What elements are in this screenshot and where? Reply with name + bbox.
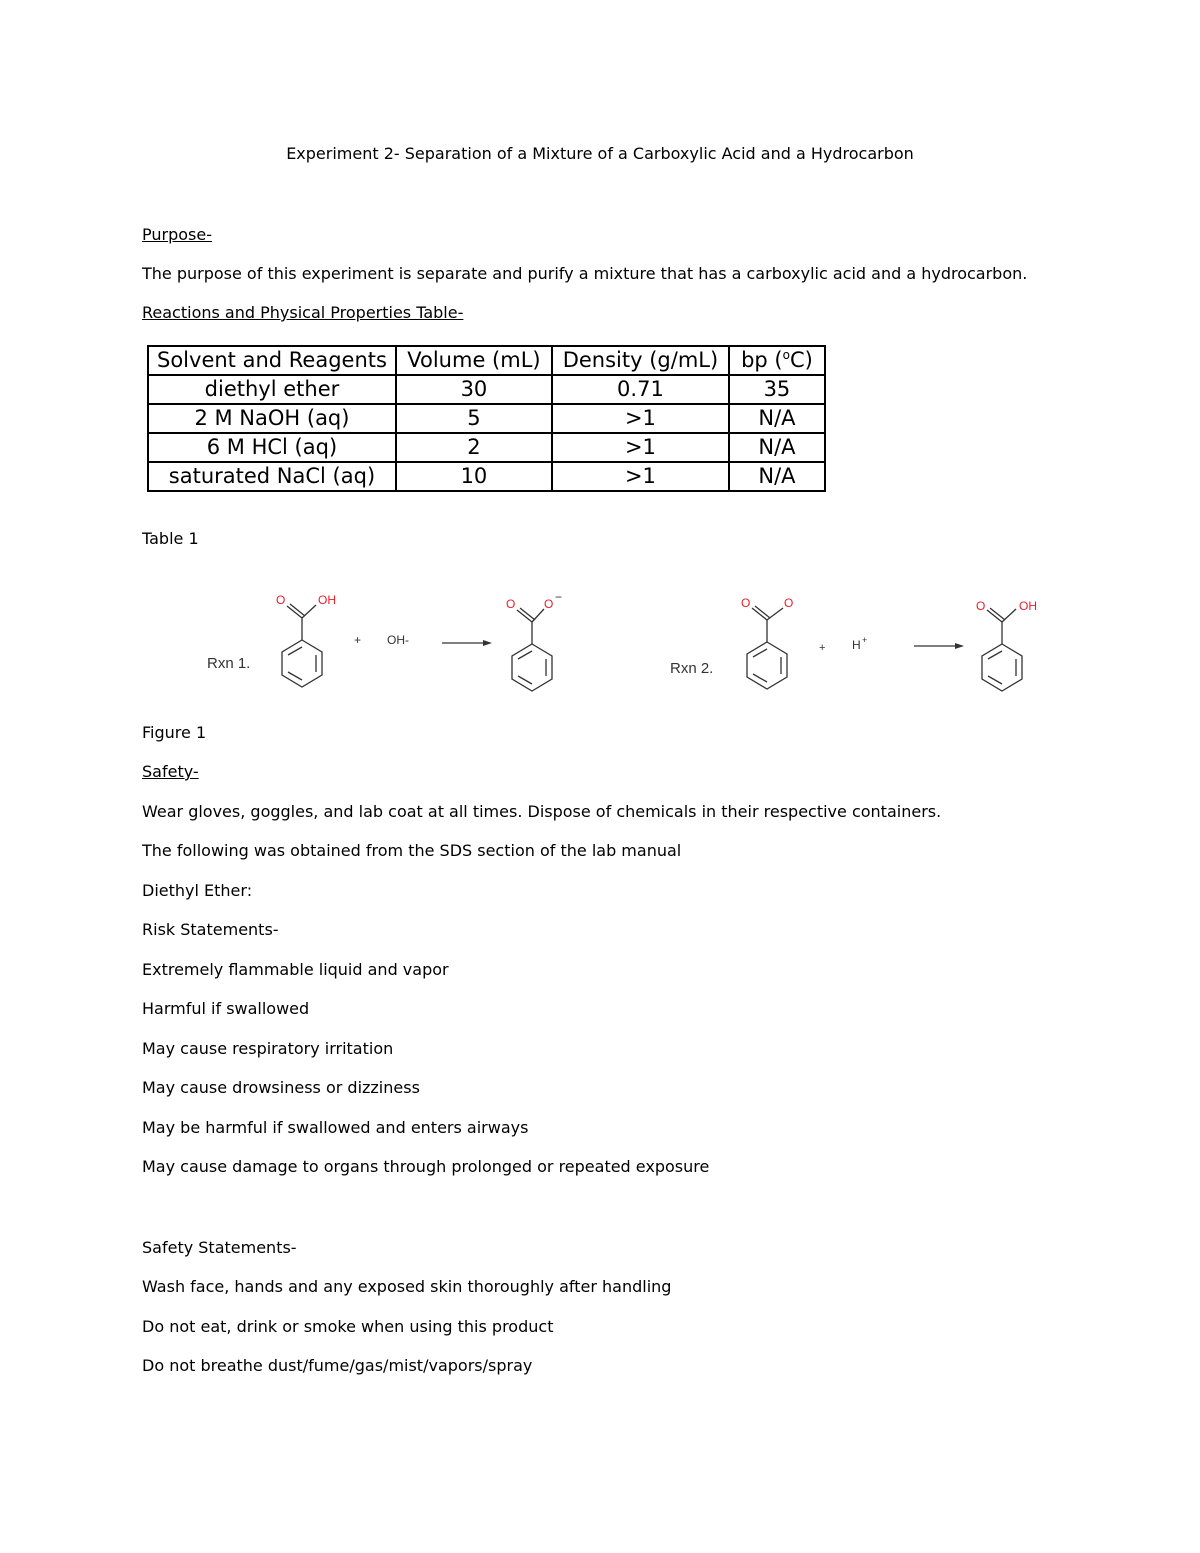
proton-label: H — [852, 638, 861, 652]
table-caption: Table 1 — [142, 529, 199, 548]
table-cell: 2 — [396, 433, 552, 462]
purpose-heading: Purpose- — [142, 225, 212, 244]
reaction-scheme-figure — [190, 585, 1050, 695]
physical-properties-table — [147, 345, 826, 492]
risk-statement: Extremely flammable liquid and vapor — [142, 960, 449, 979]
reaction-arrow-1 — [442, 640, 492, 646]
diethyl-ether-heading: Diethyl Ether: — [142, 881, 253, 900]
rxn2-label: Rxn 2. — [670, 660, 714, 677]
table-cell: >1 — [552, 404, 729, 433]
header-cell: Volume (mL) — [396, 346, 552, 375]
benzoate-structure-2 — [747, 606, 787, 689]
table-cell: saturated NaCl (aq) — [148, 462, 396, 491]
header-text: C) — [789, 348, 813, 372]
table-cell: >1 — [552, 433, 729, 462]
safety-statement: Do not eat, drink or smoke when using this product — [142, 1317, 554, 1336]
hydroxyl-label: OH — [318, 593, 336, 607]
oxygen-label: O — [276, 593, 286, 607]
plus-sign: + — [819, 642, 826, 654]
header-text: bp ( — [741, 348, 783, 372]
table-cell: 0.71 — [552, 375, 729, 404]
safety-heading: Safety- — [142, 762, 199, 781]
benzoate-structure — [512, 608, 552, 691]
table-cell: 6 M HCl (aq) — [148, 433, 396, 462]
figure-caption: Figure 1 — [142, 723, 207, 742]
benzoic-acid-structure-2 — [982, 608, 1022, 691]
risk-statement: May cause respiratory irritation — [142, 1039, 394, 1058]
rxn1-label: Rxn 1. — [207, 655, 251, 672]
benzoic-acid-structure-1 — [282, 604, 322, 687]
table-cell: diethyl ether — [148, 375, 396, 404]
table-cell: 5 — [396, 404, 552, 433]
safety-statement: Do not breathe dust/fume/gas/mist/vapors/spray — [142, 1356, 533, 1375]
table-cell: >1 — [552, 462, 729, 491]
table-cell: N/A — [729, 433, 825, 462]
oxygen-label: O — [544, 597, 554, 611]
table-row — [148, 462, 825, 491]
table-cell: 35 — [729, 375, 825, 404]
risk-statement: Harmful if swallowed — [142, 999, 310, 1018]
minus-charge: − — [555, 590, 563, 604]
table-cell: N/A — [729, 404, 825, 433]
oxygen-label: O — [506, 597, 516, 611]
document-title: Experiment 2- Separation of a Mixture of a Carboxylic Acid and a Hydrocarbon — [286, 144, 914, 163]
oxygen-label: O — [784, 596, 794, 610]
table-row — [148, 375, 825, 404]
oxygen-label: O — [741, 596, 751, 610]
table-cell: N/A — [729, 462, 825, 491]
table-header-row — [148, 346, 825, 375]
proton-charge: + — [862, 635, 868, 645]
degree-sup: o — [782, 348, 790, 362]
purpose-text: The purpose of this experiment is separate and purify a mixture that has a carboxylic acid and a hydrocarbon. — [142, 264, 1028, 283]
table-cell: 30 — [396, 375, 552, 404]
hydroxide-label: OH- — [387, 633, 409, 647]
risk-statement: May cause drowsiness or dizziness — [142, 1078, 420, 1097]
table-row — [148, 404, 825, 433]
plus-sign: + — [354, 633, 362, 647]
header-cell — [729, 346, 825, 375]
table-heading: Reactions and Physical Properties Table- — [142, 303, 464, 322]
header-cell: Density (g/mL) — [552, 346, 729, 375]
header-cell: Solvent and Reagents — [148, 346, 396, 375]
reaction-arrow-2 — [914, 643, 964, 649]
hydroxyl-label: OH — [1019, 599, 1037, 613]
oxygen-label: O — [976, 599, 986, 613]
risk-statement: May be harmful if swallowed and enters airways — [142, 1118, 529, 1137]
safety-text: Wear gloves, goggles, and lab coat at all times. Dispose of chemicals in their respective containers. — [142, 802, 942, 821]
sds-text: The following was obtained from the SDS section of the lab manual — [142, 841, 682, 860]
safety-statement: Wash face, hands and any exposed skin thoroughly after handling — [142, 1277, 672, 1296]
risk-statements-heading: Risk Statements- — [142, 920, 279, 939]
table-cell: 2 M NaOH (aq) — [148, 404, 396, 433]
safety-statements-heading: Safety Statements- — [142, 1238, 297, 1257]
risk-statement: May cause damage to organs through prolonged or repeated exposure — [142, 1157, 710, 1176]
table-cell: 10 — [396, 462, 552, 491]
table-row — [148, 433, 825, 462]
